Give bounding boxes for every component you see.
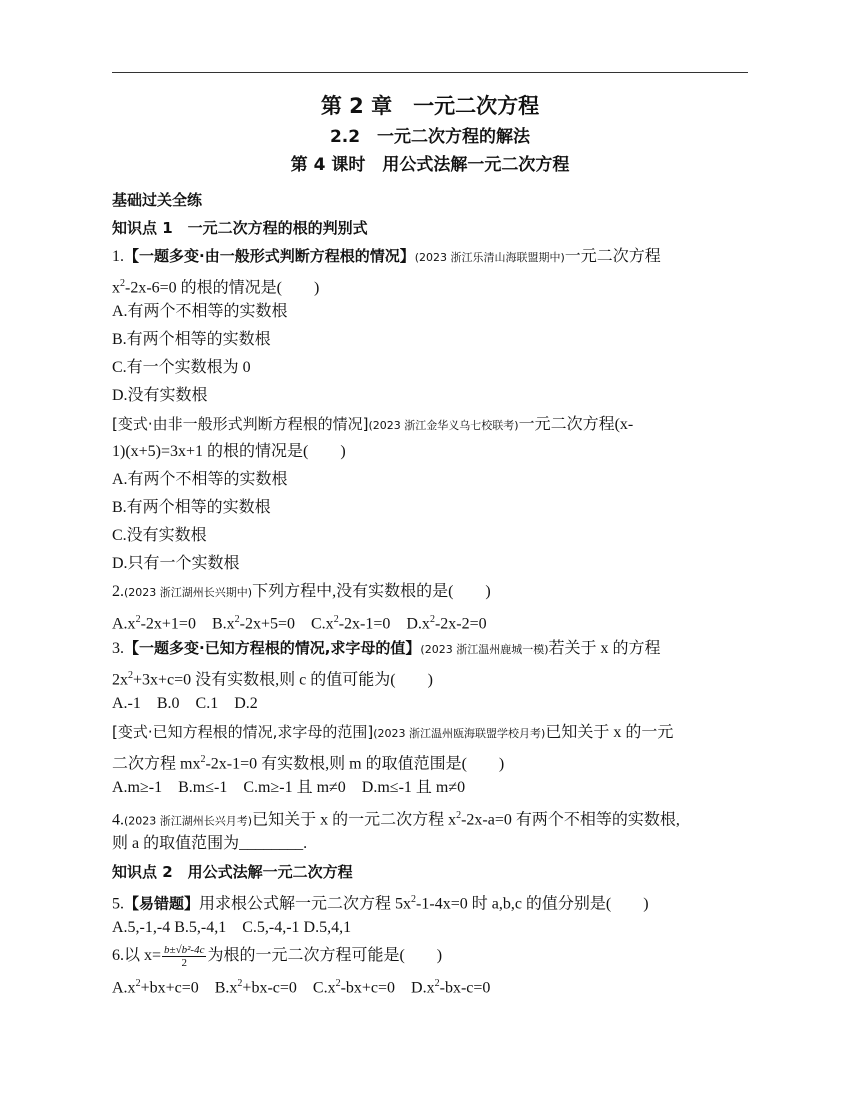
superscript: 2 xyxy=(411,894,417,905)
text-run: A.5,-1,-4 B.5,-4,1 C.5,-4,-1 D.5,4,1 xyxy=(112,919,352,936)
top-rule xyxy=(112,72,748,73)
text-line xyxy=(112,970,748,998)
text-run: D.只有一个实数根 xyxy=(112,555,240,572)
source-note: (2023 浙江乐清山海联盟期中) xyxy=(414,251,565,264)
question-tag: 【一题多变·已知方程根的情况,求字母的值】 xyxy=(124,639,421,657)
text-run: 二次方程 mx xyxy=(112,755,201,773)
text-line xyxy=(112,438,748,466)
text-run: C.没有实数根 xyxy=(112,527,207,544)
text-run: -2x+5=0 C.x xyxy=(239,615,334,633)
text-run: B.有两个相等的实数根 xyxy=(112,331,271,348)
lesson-title: 第 4 课时 用公式法解一元二次方程 xyxy=(290,155,570,175)
text-line xyxy=(112,634,748,662)
text-run: 知识点 1 一元二次方程的根的判别式 xyxy=(112,219,368,237)
text-line xyxy=(112,718,748,746)
text-run: B.有两个相等的实数根 xyxy=(112,499,271,516)
text-line xyxy=(112,382,748,410)
question-tag: [变式·由非一般形式判断方程根的情况] xyxy=(112,415,369,433)
text-run: 基础过关全练 xyxy=(112,191,203,209)
superscript: 2 xyxy=(200,754,206,765)
section-heading xyxy=(112,858,748,886)
text-line xyxy=(112,494,748,522)
text-run: 一元二次方程 xyxy=(564,248,661,265)
text-run: A.x xyxy=(112,979,136,997)
text-run: +bx-c=0 C.x xyxy=(242,979,336,997)
text-run: A.有两个不相等的实数根 xyxy=(112,303,288,320)
text-line xyxy=(112,690,748,718)
text-run: -2x-a=0 有两个不相等的实数根, xyxy=(461,811,680,829)
text-run: 已知关于 x 的一元二次方程 x xyxy=(252,811,457,829)
fraction-numerator: b±√b²-4c xyxy=(164,943,205,956)
text-run: x xyxy=(112,279,120,297)
text-run: -bx-c=0 xyxy=(439,979,491,997)
text-run: +bx+c=0 B.x xyxy=(140,979,238,997)
text-line xyxy=(112,662,748,690)
source-note: (2023 浙江金华义乌七校联考) xyxy=(368,419,519,432)
text-run: 3. xyxy=(112,640,124,657)
source-note: (2023 浙江湖州长兴期中) xyxy=(124,586,253,599)
text-run: C.有一个实数根为 0 xyxy=(112,359,251,376)
text-run: -2x-1=0 D.x xyxy=(338,615,430,633)
superscript: 2 xyxy=(135,978,141,989)
superscript: 2 xyxy=(333,614,339,625)
superscript: 2 xyxy=(456,810,462,821)
text-line xyxy=(112,774,748,802)
question-tag: [变式·已知方程根的情况,求字母的范围] xyxy=(112,723,374,741)
text-run: -bx+c=0 D.x xyxy=(340,979,435,997)
text-line xyxy=(112,410,748,438)
text-run: -1-4x=0 时 a,b,c 的值分别是( ) xyxy=(416,895,649,913)
exercise-content xyxy=(112,186,748,998)
source-note: (2023 浙江温州鹿城一模) xyxy=(420,643,549,656)
superscript: 2 xyxy=(429,614,435,625)
text-run: -2x-2=0 xyxy=(434,615,487,633)
text-run: -2x-6=0 的根的情况是( ) xyxy=(125,279,320,297)
question-tag: 【易错题】 xyxy=(124,894,200,913)
text-line xyxy=(112,914,748,942)
superscript: 2 xyxy=(135,614,141,625)
text-line xyxy=(112,942,748,970)
text-line xyxy=(112,354,748,382)
page-header xyxy=(112,88,748,180)
text-run: 下列方程中,没有实数根的是( ) xyxy=(252,583,491,600)
text-run: 已知关于 x 的一元 xyxy=(545,724,674,741)
formula-fraction xyxy=(162,944,206,969)
text-run: -2x+1=0 B.x xyxy=(140,615,235,633)
superscript: 2 xyxy=(434,978,440,989)
text-run: -2x-1=0 有实数根,则 m 的取值范围是( ) xyxy=(205,755,505,773)
text-run: 5. xyxy=(112,895,124,913)
text-line xyxy=(112,606,748,634)
superscript: 2 xyxy=(120,278,125,289)
text-line xyxy=(112,886,748,914)
text-run: 为根的一元二次方程可能是( ) xyxy=(207,947,443,964)
superscript: 2 xyxy=(335,978,341,989)
section-title: 2.2 一元二次方程的解法 xyxy=(329,127,531,147)
text-line xyxy=(112,466,748,494)
text-run: 1. xyxy=(112,248,124,265)
text-run: 若关于 x 的方程 xyxy=(548,640,661,657)
text-run: 用求根公式解一元二次方程 5x xyxy=(199,895,412,913)
text-run: 2x xyxy=(112,671,128,689)
text-run: 知识点 2 用公式法解一元二次方程 xyxy=(112,863,353,881)
question-tag: 【一题多变·由一般形式判断方程根的情况】 xyxy=(124,247,415,265)
text-run: A.有两个不相等的实数根 xyxy=(112,471,288,488)
text-line xyxy=(112,242,748,270)
source-note: (2023 浙江湖州长兴月考) xyxy=(124,814,253,828)
text-run: A.-1 B.0 C.1 D.2 xyxy=(112,695,258,712)
text-line xyxy=(112,830,748,858)
superscript: 2 xyxy=(128,670,133,681)
text-run: 则 a 的取值范围为________. xyxy=(112,835,308,852)
section-heading xyxy=(112,214,748,242)
text-line xyxy=(112,270,748,298)
text-run: 2. xyxy=(112,583,124,600)
chapter-title: 第 2 章 一元二次方程 xyxy=(320,94,540,118)
text-line xyxy=(112,802,748,830)
text-run: 6.以 x= xyxy=(112,947,162,964)
section-heading xyxy=(112,186,748,214)
source-note: (2023 浙江温州瓯海联盟学校月考) xyxy=(373,727,546,740)
fraction-denominator: 2 xyxy=(181,956,187,969)
text-line xyxy=(112,522,748,550)
text-run: A.x xyxy=(112,615,136,633)
text-run: A.m≥-1 B.m≤-1 C.m≥-1 且 m≠0 D.m≤-1 且 m≠0 xyxy=(112,779,466,796)
text-line xyxy=(112,746,748,774)
text-line xyxy=(112,578,748,606)
superscript: 2 xyxy=(237,978,243,989)
text-line xyxy=(112,298,748,326)
text-run: 4. xyxy=(112,811,124,829)
text-run: 一元二次方程(x- xyxy=(518,416,634,433)
text-line xyxy=(112,550,748,578)
text-line xyxy=(112,326,748,354)
superscript: 2 xyxy=(234,614,240,625)
text-run: D.没有实数根 xyxy=(112,387,208,404)
text-run: +3x+c=0 没有实数根,则 c 的值可能为( ) xyxy=(133,671,433,689)
text-run: 1)(x+5)=3x+1 的根的情况是( ) xyxy=(112,443,346,460)
